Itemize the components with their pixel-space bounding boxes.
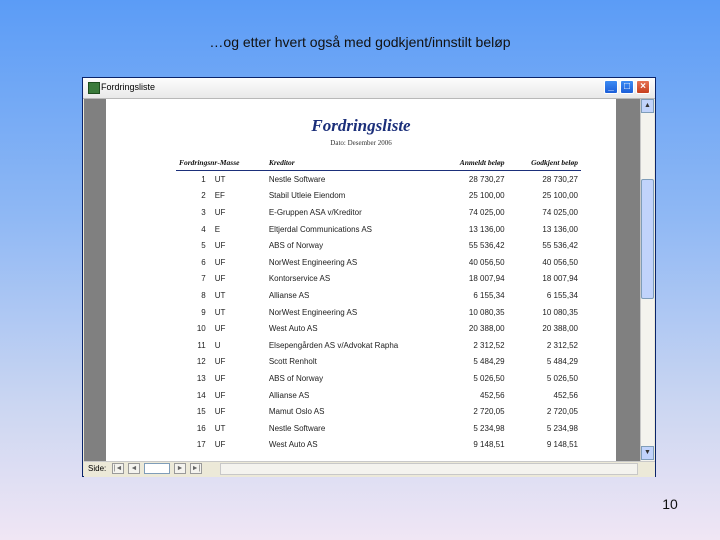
cell-creditor: ABS of Norway <box>268 241 324 251</box>
report-page <box>106 99 616 461</box>
cell-approved: 18 007,94 <box>542 274 578 284</box>
cell-code: UF <box>214 440 226 450</box>
cell-claimed: 5 484,29 <box>473 357 505 367</box>
table-row <box>176 420 581 437</box>
cell-claim-no: 5 <box>201 241 206 251</box>
cell-claimed: 6 155,34 <box>473 290 505 300</box>
cell-approved: 40 056,50 <box>542 257 578 267</box>
table-row <box>176 171 581 188</box>
cell-code: UF <box>214 257 226 267</box>
cell-creditor: ABS of Norway <box>268 373 324 383</box>
column-header-creditor: Kreditor <box>266 154 434 171</box>
cell-claim-no: 2 <box>201 191 206 201</box>
table-row <box>176 437 581 454</box>
close-button[interactable]: × <box>636 80 650 94</box>
cell-claimed: 9 148,51 <box>473 440 505 450</box>
table-row <box>176 337 581 354</box>
table-row <box>176 320 581 337</box>
window-title: Fordringsliste <box>101 82 156 92</box>
cell-code: UT <box>214 307 226 317</box>
maximize-button[interactable]: □ <box>620 80 634 94</box>
cell-code: E <box>214 224 221 234</box>
table-row <box>176 254 581 271</box>
cell-creditor: Allianse AS <box>268 390 310 400</box>
table-row <box>176 370 581 387</box>
window-titlebar[interactable] <box>83 78 655 99</box>
cell-claimed: 452,56 <box>480 390 505 400</box>
cell-creditor: Eltjerdal Communications AS <box>268 224 372 234</box>
cell-creditor: Mamut Oslo AS <box>268 407 325 417</box>
cell-claimed: 40 056,50 <box>468 257 505 267</box>
table-row <box>176 354 581 371</box>
page-number-input[interactable] <box>144 463 170 474</box>
cell-claim-no: 13 <box>196 373 206 383</box>
table-row <box>176 221 581 238</box>
cell-creditor: Allianse AS <box>268 290 310 300</box>
cell-claimed: 2 312,52 <box>473 340 505 350</box>
report-viewport[interactable] <box>84 99 640 461</box>
cell-approved: 55 536,42 <box>542 241 578 251</box>
cell-creditor: Elsepengården AS v/Advokat Rapha <box>268 340 399 350</box>
vertical-scrollbar[interactable] <box>640 99 654 461</box>
cell-approved: 13 136,00 <box>542 224 578 234</box>
app-icon <box>88 82 100 94</box>
cell-claim-no: 7 <box>201 274 206 284</box>
cell-approved: 10 080,35 <box>542 307 578 317</box>
cell-claim-no: 11 <box>197 340 206 350</box>
cell-claim-no: 10 <box>196 324 206 334</box>
horizontal-scrollbar[interactable] <box>220 463 638 475</box>
cell-claimed: 13 136,00 <box>468 224 505 234</box>
table-row <box>176 403 581 420</box>
cell-claim-no: 9 <box>201 307 206 317</box>
first-page-button[interactable]: |◄ <box>113 465 123 472</box>
cell-code: UF <box>214 207 226 217</box>
statusbar <box>84 461 655 477</box>
cell-creditor: Stabil Utleie Eiendom <box>268 191 346 201</box>
cell-approved: 5 234,98 <box>546 423 578 433</box>
cell-approved: 28 730,27 <box>542 174 578 184</box>
cell-creditor: E-Gruppen ASA v/Kreditor <box>268 207 362 217</box>
cell-approved: 20 388,00 <box>542 324 578 334</box>
cell-claim-no: 15 <box>196 407 206 417</box>
cell-claim-no: 17 <box>196 440 206 450</box>
column-header-claim-no: Fordringsnr-Masse <box>176 154 266 171</box>
cell-claim-no: 3 <box>201 207 206 217</box>
cell-approved: 2 312,52 <box>546 340 578 350</box>
cell-approved: 2 720,05 <box>546 407 578 417</box>
cell-claim-no: 8 <box>201 290 206 300</box>
cell-code: UF <box>214 357 226 367</box>
cell-approved: 9 148,51 <box>546 440 578 450</box>
page-label: Side: <box>88 464 107 473</box>
cell-code: UF <box>214 407 226 417</box>
cell-code: UF <box>214 390 226 400</box>
cell-approved: 5 026,50 <box>546 373 578 383</box>
cell-claimed: 28 730,27 <box>468 174 505 184</box>
scroll-thumb[interactable] <box>641 179 654 299</box>
cell-claim-no: 6 <box>201 257 206 267</box>
table-row <box>176 204 581 221</box>
cell-approved: 6 155,34 <box>546 290 578 300</box>
cell-code: U <box>214 340 221 350</box>
column-header-claimed: Anmeldt beløp <box>434 154 507 171</box>
cell-claim-no: 14 <box>196 390 206 400</box>
table-row <box>176 237 581 254</box>
last-page-button[interactable]: ►| <box>191 465 201 472</box>
cell-claim-no: 1 <box>201 174 206 184</box>
cell-creditor: Scott Renholt <box>268 357 317 367</box>
cell-claimed: 5 026,50 <box>473 373 505 383</box>
cell-claimed: 18 007,94 <box>468 274 505 284</box>
cell-creditor: West Auto AS <box>268 440 318 450</box>
report-title: Fordringsliste <box>311 116 411 135</box>
cell-code: EF <box>214 191 225 201</box>
cell-approved: 5 484,29 <box>546 357 578 367</box>
slide-number: 10 <box>662 496 678 512</box>
cell-creditor: NorWest Engineering AS <box>268 307 358 317</box>
cell-claimed: 5 234,98 <box>473 423 505 433</box>
minimize-button[interactable]: _ <box>604 80 618 94</box>
table-row <box>176 271 581 288</box>
cell-code: UF <box>214 324 226 334</box>
cell-claimed: 74 025,00 <box>468 207 505 217</box>
cell-claimed: 2 720,05 <box>473 407 505 417</box>
column-header-approved: Godkjent beløp <box>508 154 581 171</box>
prev-page-button[interactable]: ◄ <box>128 463 140 474</box>
cell-claimed: 20 388,00 <box>468 324 505 334</box>
cell-creditor: Kontorservice AS <box>268 274 331 284</box>
cell-claimed: 55 536,42 <box>468 241 505 251</box>
scroll-down-arrow[interactable]: ▼ <box>641 446 654 460</box>
cell-approved: 25 100,00 <box>542 191 578 201</box>
cell-claim-no: 16 <box>196 423 206 433</box>
report-subtitle: Dato: Desember 2006 <box>330 139 392 147</box>
table-row <box>176 304 581 321</box>
cell-approved: 74 025,00 <box>542 207 578 217</box>
cell-creditor: Nestle Software <box>268 174 326 184</box>
report-preview-window <box>82 77 656 477</box>
cell-code: UF <box>214 274 226 284</box>
cell-code: UT <box>214 174 226 184</box>
cell-creditor: West Auto AS <box>268 324 318 334</box>
table-row <box>176 188 581 205</box>
next-page-button[interactable]: ► <box>174 463 186 474</box>
cell-creditor: Nestle Software <box>268 423 326 433</box>
cell-approved: 452,56 <box>553 390 578 400</box>
cell-code: UF <box>214 373 226 383</box>
table-header-row <box>176 154 581 171</box>
cell-code: UT <box>214 290 226 300</box>
claims-table <box>176 154 581 453</box>
cell-code: UF <box>214 241 226 251</box>
table-row <box>176 287 581 304</box>
cell-claimed: 10 080,35 <box>468 307 505 317</box>
cell-claim-no: 12 <box>196 357 206 367</box>
scroll-up-arrow[interactable]: ▲ <box>641 99 654 113</box>
cell-claim-no: 4 <box>201 224 206 234</box>
table-row <box>176 387 581 404</box>
slide-title: …og etter hvert også med godkjent/innstilt beløp <box>209 34 511 50</box>
cell-code: UT <box>214 423 226 433</box>
cell-claimed: 25 100,00 <box>468 191 505 201</box>
cell-creditor: NorWest Engineering AS <box>268 257 358 267</box>
